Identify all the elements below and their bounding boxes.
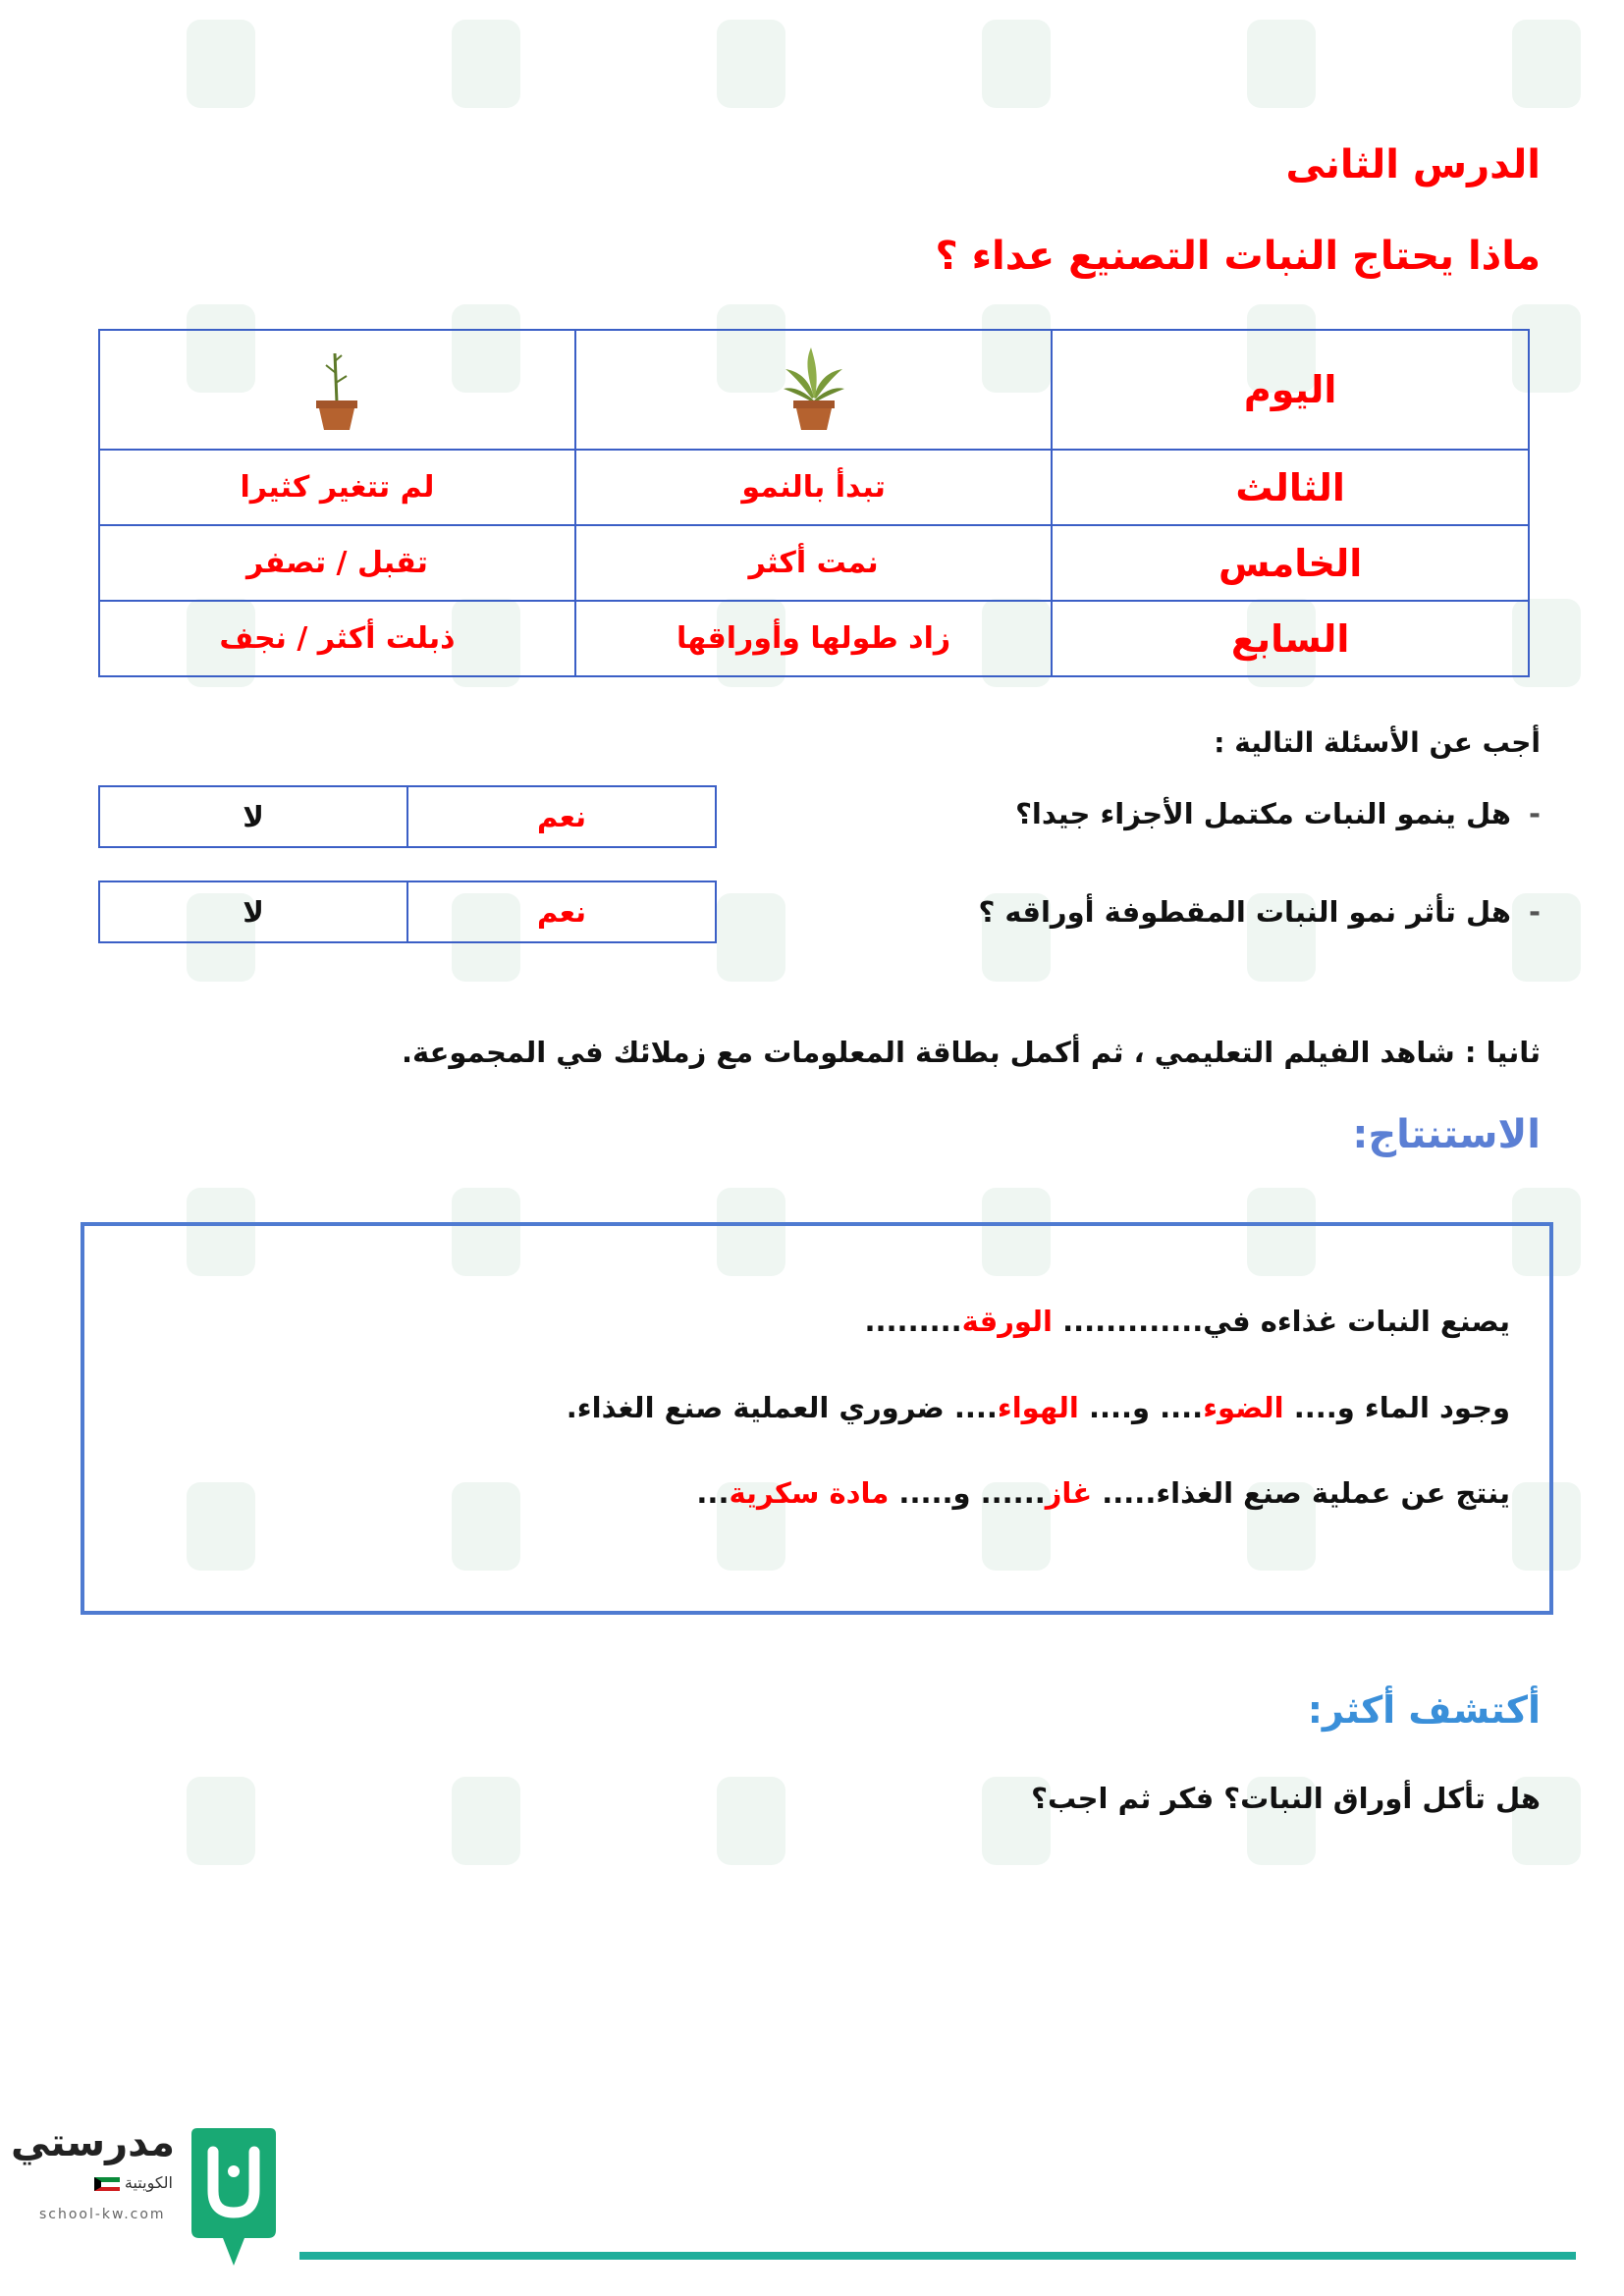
- explore-question: هل تأكل أوراق النبات؟ فكر ثم اجب؟: [1031, 1782, 1541, 1815]
- fill-answer: مادة سكرية: [729, 1476, 890, 1510]
- cut-plant-answer: لم تتغير كثيرا: [99, 450, 575, 525]
- table-row: [99, 601, 1529, 676]
- questions-heading: أجب عن الأسئلة التالية :: [1214, 726, 1541, 759]
- question-dash: -: [1528, 895, 1541, 929]
- table-row: [99, 450, 1529, 525]
- header-complete-plant-cell: [575, 330, 1052, 450]
- question-dash: -: [1528, 797, 1541, 830]
- fill-answer: الضوء: [1203, 1391, 1284, 1424]
- day-cell: الخامس: [1052, 525, 1529, 601]
- line-text: .........: [864, 1305, 962, 1338]
- conclusion-line-1: [865, 1305, 1511, 1338]
- table-row: [99, 525, 1529, 601]
- fill-answer: الورقة: [961, 1305, 1053, 1338]
- fill-answer: غاز: [1045, 1476, 1093, 1510]
- second-task: ثانيا : شاهد الفيلم التعليمي ، ثم أكمل بطاقة المعلومات مع زملائك في المجموعة.: [401, 1036, 1541, 1069]
- cut-plant-answer: ذبلت أكثر / نجف: [99, 601, 575, 676]
- line-text: .... و....: [1088, 1391, 1204, 1424]
- complete-plant-answer: نمت أكثر: [575, 525, 1052, 601]
- question-text: هل تأثر نمو النبات المقطوفة أوراقه ؟: [978, 895, 1511, 929]
- line-text: يصنع النبات غذاءه في.............: [1062, 1305, 1510, 1338]
- logo-name: مدرستي: [10, 2120, 175, 2165]
- question-1: [1015, 797, 1541, 830]
- conclusion-line-3: [696, 1476, 1510, 1510]
- explore-title: أكتشف أكثر:: [1307, 1688, 1541, 1732]
- complete-plant-answer: زاد طولها وأوراقها: [575, 601, 1052, 676]
- answer-table-2: [98, 881, 717, 943]
- lesson-title: الدرس الثانى: [1285, 142, 1541, 187]
- no-option[interactable]: لا: [99, 786, 407, 847]
- no-option[interactable]: لا: [99, 881, 407, 942]
- logo-url: school-kw.com: [39, 2207, 166, 2222]
- fill-answer: الهواء: [997, 1391, 1079, 1424]
- day-cell: الثالث: [1052, 450, 1529, 525]
- wilted-plant-icon: [302, 344, 371, 432]
- logo-subtitle-text: الكويتية: [124, 2173, 173, 2192]
- lesson-question: ماذا يحتاج النبات التصنيع عداء ؟: [935, 234, 1541, 279]
- complete-plant-answer: تبدأ بالنمو: [575, 450, 1052, 525]
- table-header-row: [99, 330, 1529, 450]
- conclusion-box: [81, 1222, 1553, 1615]
- header-cut-plant-cell: [99, 330, 575, 450]
- conclusion-line-2: [567, 1391, 1510, 1424]
- cut-plant-answer: تقبل / تصفر: [99, 525, 575, 601]
- healthy-plant-icon: [780, 344, 848, 432]
- observation-table: [98, 329, 1530, 677]
- day-cell: السابع: [1052, 601, 1529, 676]
- question-2: [978, 895, 1541, 929]
- yes-option[interactable]: نعم: [407, 786, 716, 847]
- header-day-cell: اليوم: [1052, 330, 1529, 450]
- answer-table-1: [98, 785, 717, 848]
- conclusion-title: الاستنتاج:: [1352, 1112, 1541, 1157]
- line-text: ...... و.....: [898, 1476, 1046, 1510]
- question-text: هل ينمو النبات مكتمل الأجزاء جيدا؟: [1015, 797, 1511, 830]
- line-text: .... ضروري العملية صنع الغذاء.: [566, 1391, 998, 1424]
- line-text: ينتج عن عملية صنع الغذاء.....: [1102, 1476, 1510, 1510]
- yes-option[interactable]: نعم: [407, 881, 716, 942]
- line-text: ...: [696, 1476, 730, 1510]
- line-text: وجود الماء و....: [1293, 1391, 1510, 1424]
